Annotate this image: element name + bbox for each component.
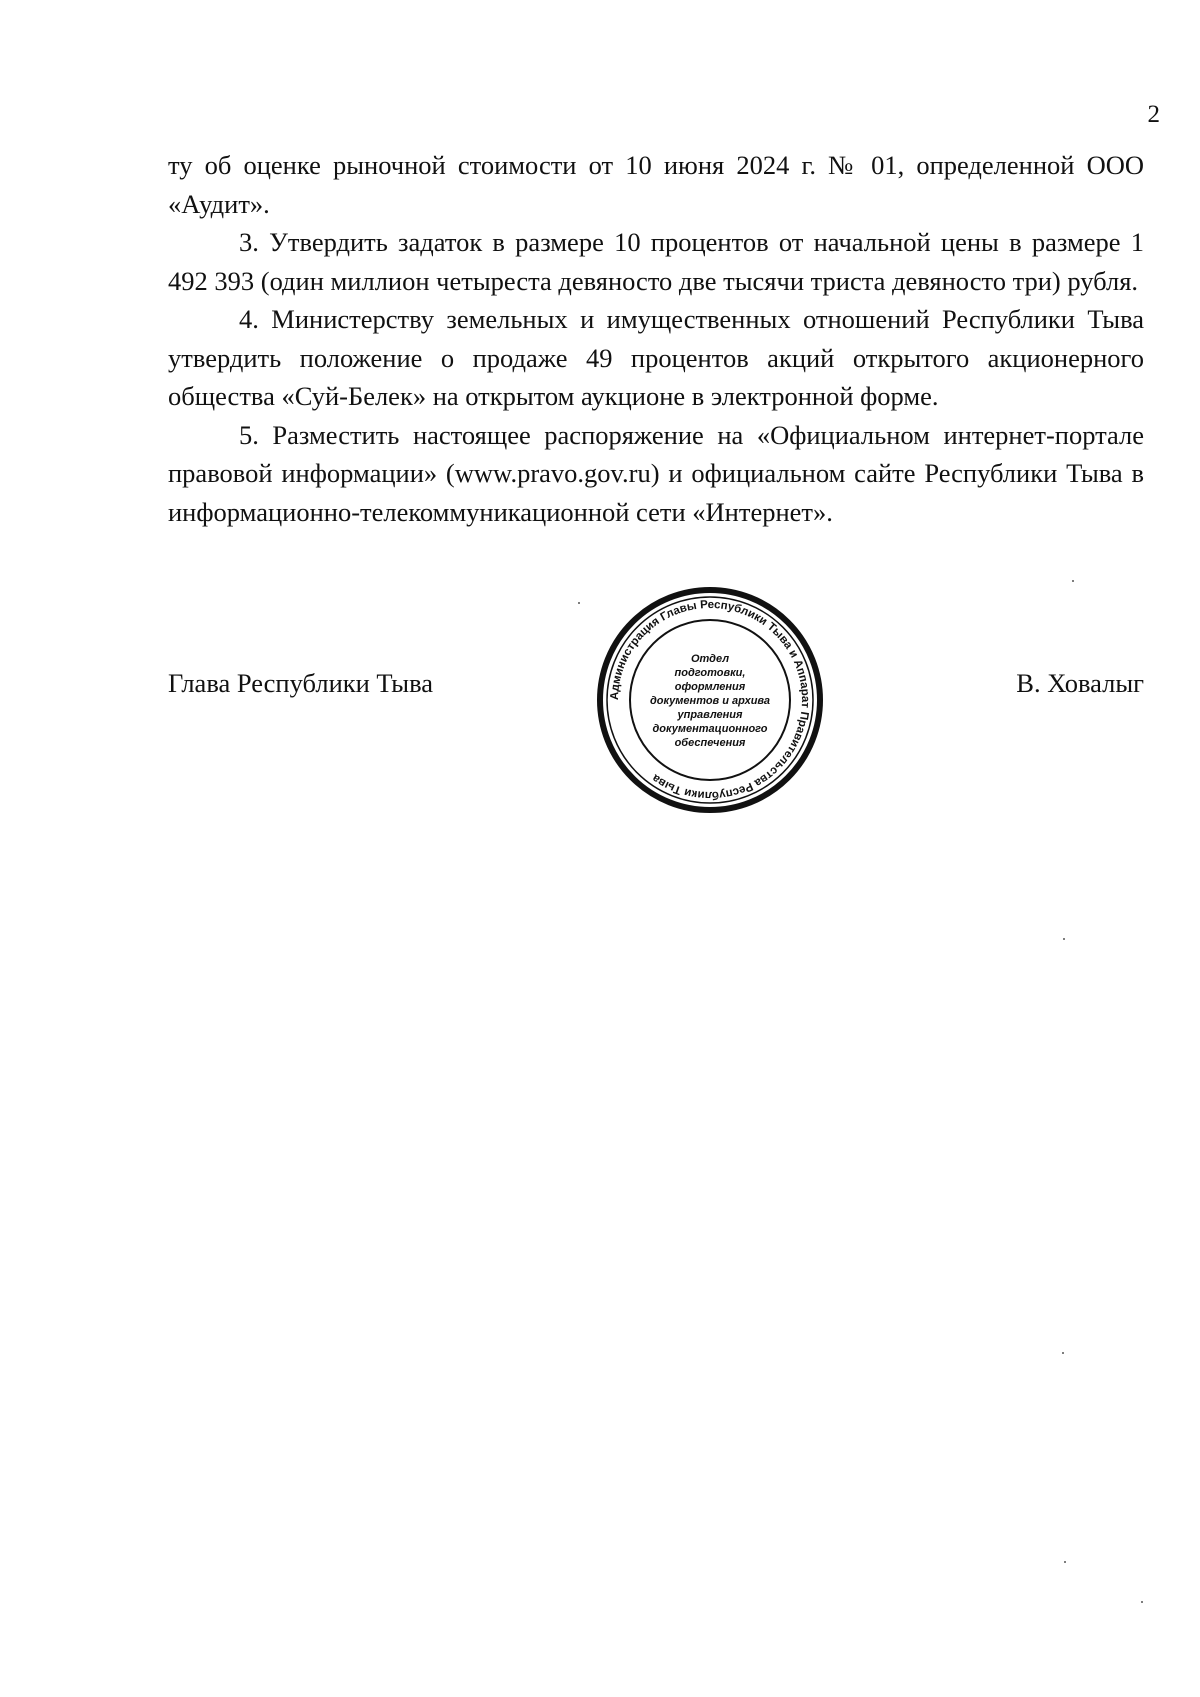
page-number: 2 [1147, 101, 1160, 128]
seal-graphic [595, 585, 825, 815]
seal-ring-text-path: Администрация Главы Республики Тыва и Аппарат Правительства Республики Тыва [608, 598, 812, 802]
scan-speck [1064, 1561, 1066, 1563]
paragraph-item-4: 4. Министерству земельных и имущественных отношений Республики Тыва утвердить положение о продаже 49 процентов акций открытого акционерного общества «Суй-Белек» на открытом аукционе в электронной форме. [168, 304, 1144, 411]
document-body [168, 146, 1144, 531]
paragraph-item-5: 5. Разместить настоящее распоряжение на «Официальном интернет-портале правовой информации» (www.pravo.gov.ru) и официальном сайте Республики Тыва в информационно-телекоммуникационной сети «Интернет». [168, 419, 1144, 527]
scan-speck [1062, 1352, 1064, 1354]
signatory-name: В. Ховалыг [1016, 668, 1144, 698]
seal-center-line: управления [677, 709, 743, 721]
seal-center-line: оформления [674, 681, 746, 693]
seal-center-line: документационного [652, 723, 768, 735]
scan-speck [1063, 938, 1065, 940]
signatory-title: Глава Республики Тыва [168, 668, 434, 698]
seal-center-line: Отдел [690, 653, 730, 665]
seal-center-text [650, 653, 770, 749]
seal-center-line: обеспечения [674, 737, 746, 749]
official-seal [595, 585, 825, 815]
seal-center-line: подготовки, [674, 667, 746, 679]
scan-speck [1072, 580, 1074, 582]
paragraph-continuation: ту об оценке рыночной стоимости от 10 июня 2024 г. № 01, определенной ООО «Аудит». [168, 150, 1144, 219]
scan-speck [578, 602, 580, 604]
scan-speck [1141, 1601, 1143, 1603]
paragraph-item-3: 3. Утвердить задаток в размере 10 процентов от начальной цены в размере 1 492 393 (один миллион четыреста девяносто две тысячи триста девяносто три) рубля. [168, 227, 1144, 296]
seal-center-line: документов и архива [649, 695, 771, 707]
